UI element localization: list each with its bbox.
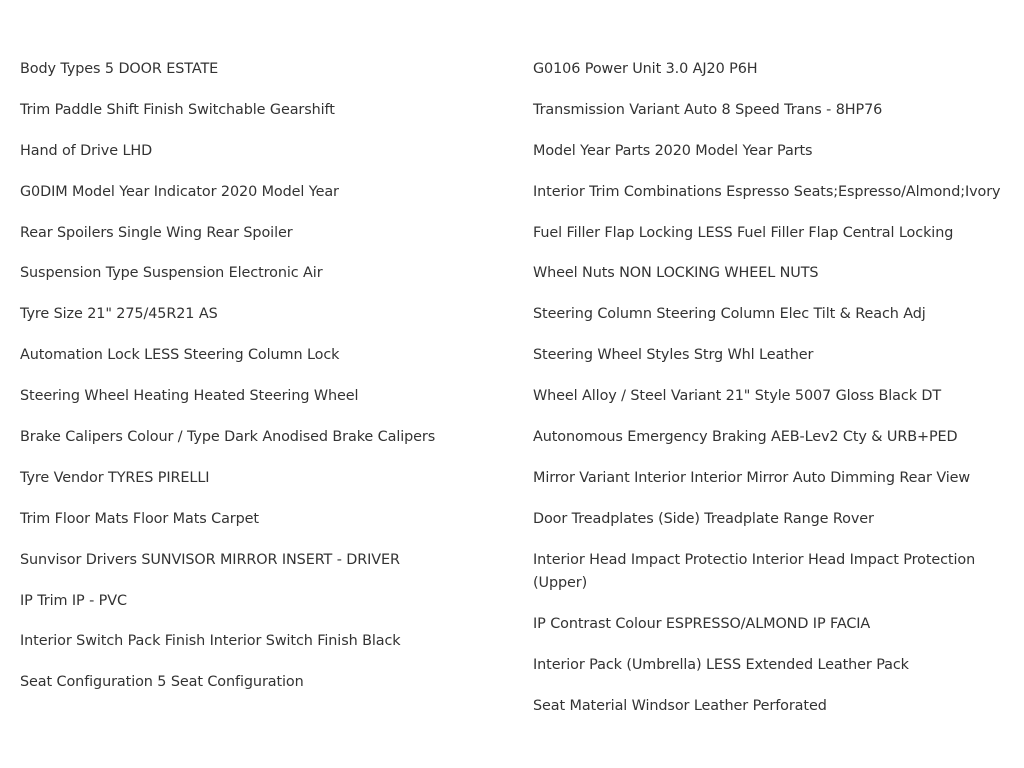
spec-item: G0DIM Model Year Indicator 2020 Model Year <box>20 183 339 200</box>
spec-item: Suspension Type Suspension Electronic Air <box>20 265 323 282</box>
spec-column-right <box>533 58 1003 718</box>
spec-item: Steering Column Steering Column Elec Tilt & Reach Adj <box>533 306 926 323</box>
spec-item: Brake Calipers Colour / Type Dark Anodised Brake Calipers <box>20 429 436 446</box>
spec-item: Seat Configuration 5 Seat Configuration <box>20 674 304 691</box>
spec-item: Door Treadplates (Side) Treadplate Range Rover <box>533 510 874 527</box>
spec-item: Tyre Vendor TYRES PIRELLI <box>20 469 210 486</box>
spec-item: Trim Floor Mats Floor Mats Carpet <box>20 510 259 527</box>
spec-item: G0106 Power Unit 3.0 AJ20 P6H <box>533 61 758 77</box>
spec-item: Interior Trim Combinations Espresso Seats;Espresso/Almond;Ivory <box>533 183 1001 200</box>
spec-item: Interior Switch Pack Finish Interior Switch Finish Black <box>20 633 401 650</box>
spec-item: Sunvisor Drivers SUNVISOR MIRROR INSERT - DRIVER <box>20 551 400 568</box>
spec-item: IP Trim IP - PVC <box>20 592 127 609</box>
spec-item: Automation Lock LESS Steering Column Lock <box>20 347 340 364</box>
spec-item: Transmission Variant Auto 8 Speed Trans - 8HP76 <box>533 101 883 118</box>
spec-item: Seat Material Windsor Leather Perforated <box>533 697 827 714</box>
spec-item: Tyre Size 21" 275/45R21 AS <box>20 306 218 323</box>
spec-item: IP Contrast Colour ESPRESSO/ALMOND IP FACIA <box>533 616 871 633</box>
spec-item: Rear Spoilers Single Wing Rear Spoiler <box>20 224 293 241</box>
spec-item: Hand of Drive LHD <box>20 142 153 159</box>
spec-column-left <box>20 58 500 712</box>
spec-item: Autonomous Emergency Braking AEB-Lev2 Cty & URB+PED <box>533 429 958 446</box>
spec-item: Steering Wheel Heating Heated Steering Wheel <box>20 388 359 405</box>
spec-item: Steering Wheel Styles Strg Whl Leather <box>533 347 814 364</box>
spec-item: Wheel Alloy / Steel Variant 21" Style 5007 Gloss Black DT <box>533 388 942 405</box>
spec-item: Mirror Variant Interior Interior Mirror Auto Dimming Rear View <box>533 469 971 486</box>
spec-item: Body Types 5 DOOR ESTATE <box>20 61 219 77</box>
spec-item: Fuel Filler Flap Locking LESS Fuel Filler Flap Central Locking <box>533 224 954 241</box>
spec-item: Model Year Parts 2020 Model Year Parts <box>533 142 813 159</box>
spec-item: Interior Pack (Umbrella) LESS Extended Leather Pack <box>533 656 909 673</box>
spec-item: Trim Paddle Shift Finish Switchable Gearshift <box>20 101 335 118</box>
spec-item: Wheel Nuts NON LOCKING WHEEL NUTS <box>533 265 819 282</box>
spec-item: Interior Head Impact Protectio Interior Head Impact Protection (Upper) <box>533 551 976 592</box>
